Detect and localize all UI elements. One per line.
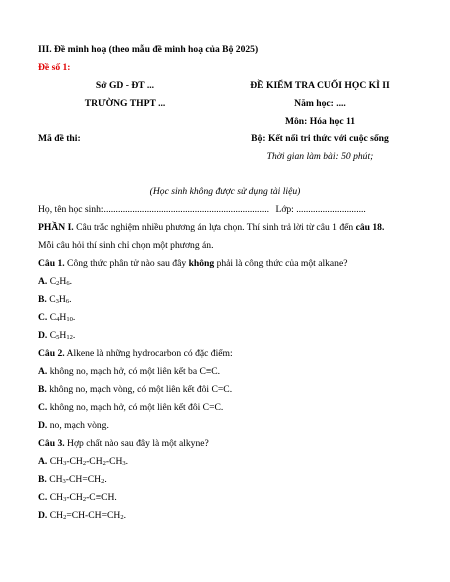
formula-part: CH (47, 456, 64, 467)
q1-option-d (38, 330, 75, 342)
subscript: 2 (63, 514, 67, 521)
formula-part: -CH (105, 456, 123, 467)
formula-part: . (125, 456, 129, 467)
part1-instruction: Mỗi câu hỏi thí sinh chỉ chọn một phương án. (38, 240, 214, 251)
subscript: 3 (122, 460, 126, 467)
part1-text: Câu trắc nghiệm nhiều phương án lựa chọn. Thí sinh trả lời từ câu 1 đến (73, 222, 356, 233)
subscript: 10 (66, 316, 73, 323)
formula-part: . (72, 330, 76, 341)
subscript: 2 (120, 514, 124, 521)
student-name-label: Họ, tên học sinh:..................................................................... (38, 204, 270, 215)
subscript: 5 (56, 334, 60, 341)
q1-option-c (38, 312, 75, 324)
q2-option-a (38, 366, 220, 378)
option-key: C. (38, 492, 48, 503)
q3-option-d (38, 510, 126, 522)
question-2 (38, 348, 233, 360)
exam-code-label: Mã đề thi: (38, 133, 81, 144)
subscript: 12 (66, 334, 73, 341)
formula-part: C (49, 312, 57, 323)
formula-part: . (72, 312, 76, 323)
option-key: A. (38, 456, 48, 467)
option-key: A. (38, 276, 48, 287)
question-text: Công thức phân tử nào sau đây (64, 258, 189, 269)
formula-part: . (69, 294, 72, 305)
formula-part: CH (46, 474, 63, 485)
subscript: 3 (63, 496, 67, 503)
book-series: Bộ: Kết nối tri thức với cuộc sống (251, 133, 389, 144)
formula-part: CH (47, 492, 64, 503)
subscript: 6 (65, 298, 70, 305)
student-info-line (38, 204, 366, 216)
class-label: Lớp: ............................. (275, 204, 366, 215)
formula-part: H (58, 294, 66, 305)
formula-part: H (59, 312, 67, 323)
exam-title: ĐỀ KIỂM TRA CUỐI HỌC KÌ II (250, 80, 390, 91)
option-key: D. (38, 330, 48, 341)
option-key: B. (38, 384, 47, 395)
option-key: C. (38, 312, 48, 323)
part1-heading (38, 222, 384, 234)
formula-part: . (123, 510, 126, 521)
option-text: không no, mạch vòng, có một liên kết đôi C=C. (46, 384, 233, 395)
subscript: 4 (56, 316, 60, 323)
question-1 (38, 258, 348, 270)
formula-part: C (49, 276, 57, 287)
option-key: A. (38, 366, 48, 377)
department: Sở GD - ĐT ... (95, 80, 155, 91)
formula-part: C (49, 330, 57, 341)
question-text: Hợp chất nào sau đây là một alkyne? (64, 438, 209, 449)
section-title: III. Đề minh hoạ (theo mẫu đề minh hoạ của Bộ 2025) (38, 44, 259, 55)
part1-range-end: câu 18. (355, 222, 385, 233)
q2-option-d (38, 420, 109, 432)
school-year: Năm học: .... (294, 98, 346, 109)
option-key: D. (38, 510, 48, 521)
formula-part: -C≡CH. (86, 492, 117, 503)
q1-option-a (38, 276, 72, 288)
question-text-end: phải là công thức của một alkane? (214, 258, 348, 269)
formula-part: . (104, 474, 107, 485)
part1-label: PHẦN I. (38, 222, 74, 233)
question-label: Câu 1. (38, 258, 65, 269)
subscript: 3 (63, 460, 67, 467)
subscript: 2 (102, 460, 106, 467)
duration: Thời gian làm bài: 50 phút; (266, 151, 374, 162)
subscript: 3 (62, 478, 66, 485)
subject: Môn: Hóa học 11 (284, 116, 356, 127)
option-text: không no, mạch hở, có một liên kết đôi C=C. (47, 402, 224, 413)
q3-option-a (38, 456, 128, 468)
formula-part: CH (47, 510, 64, 521)
formula-part: -CH (66, 492, 83, 503)
question-text: Alkene là những hydrocarbon có đặc điểm: (64, 348, 233, 359)
formula-part: -CH=CH (65, 474, 102, 485)
question-3 (38, 438, 209, 450)
formula-part: H (59, 330, 67, 341)
formula-part: -CH (86, 456, 103, 467)
subscript: 2 (101, 478, 105, 485)
option-text: no, mạch vòng. (47, 420, 109, 431)
q2-option-c (38, 402, 223, 414)
formula-part: C (49, 294, 56, 305)
question-label: Câu 2. (38, 348, 65, 359)
subscript: 2 (56, 280, 60, 287)
option-key: B. (38, 474, 47, 485)
formula-part: H (59, 276, 67, 287)
subscript: 2 (82, 496, 87, 503)
formula-part: . (69, 276, 72, 287)
q2-option-b (38, 384, 232, 396)
subscript: 2 (82, 460, 87, 467)
q3-option-b (38, 474, 107, 486)
question-label: Câu 3. (38, 438, 65, 449)
formula-part: -CH (66, 456, 83, 467)
no-materials-note: (Học sinh không được sử dụng tài liệu) (149, 186, 301, 197)
q3-option-c (38, 492, 117, 504)
subscript: 3 (55, 298, 59, 305)
option-key: B. (38, 294, 47, 305)
option-text: không no, mạch hở, có một liên kết ba C≡C. (47, 366, 221, 377)
formula-part: =CH-CH=CH (66, 510, 121, 521)
option-key: C. (38, 402, 48, 413)
subscript: 6 (66, 280, 70, 287)
option-key: D. (38, 420, 48, 431)
exam-number: Đề số 1: (38, 62, 71, 73)
question-emphasis: không (188, 258, 215, 269)
school-name: TRƯỜNG THPT ... (84, 98, 166, 109)
q1-option-b (38, 294, 71, 306)
